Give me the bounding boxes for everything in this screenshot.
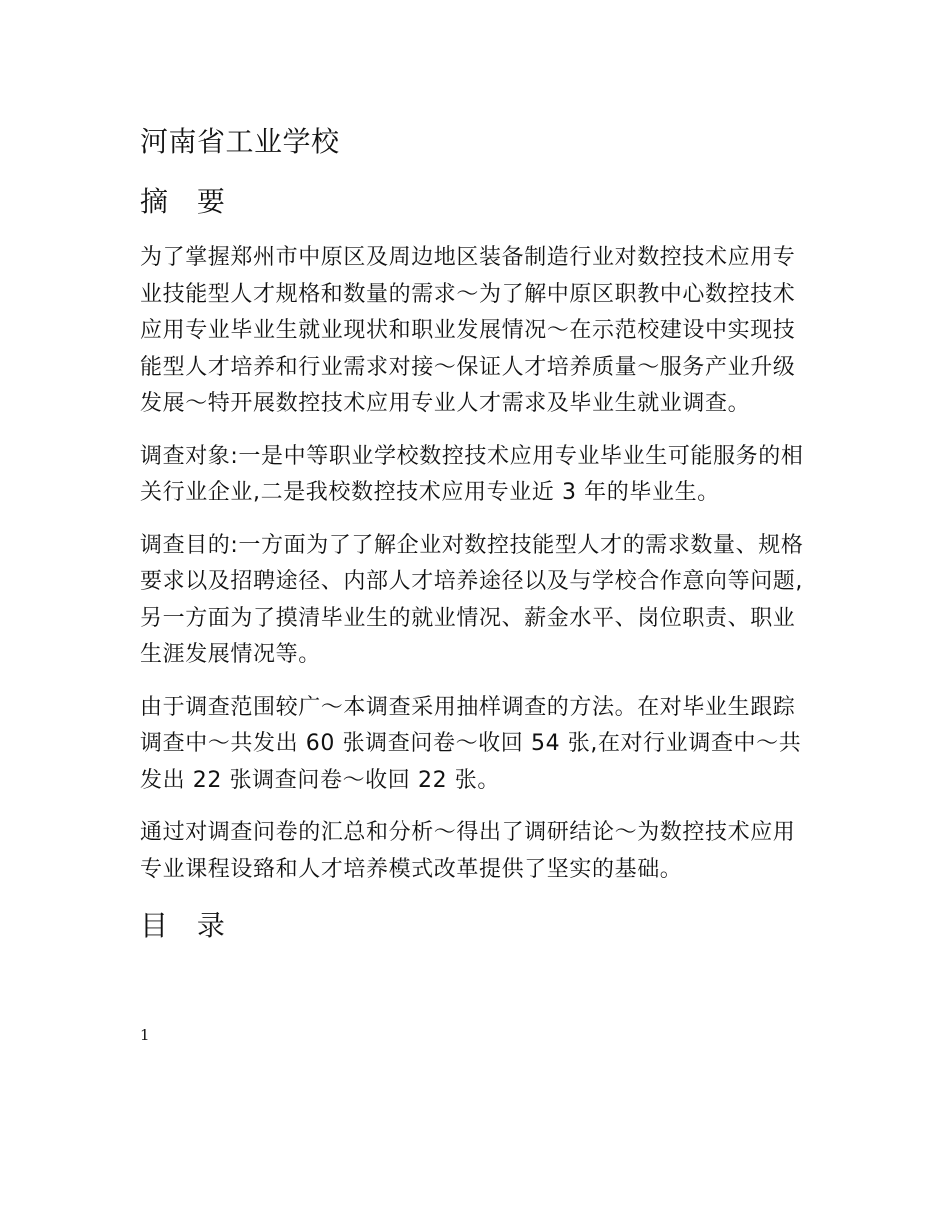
- toc-heading: 目 录: [140, 909, 235, 942]
- abstract-paragraph-4: 由于调查范围较广～本调查采用抽样调查的方法。在对毕业生跟踪调查中～共发出 60 张调查问卷～收回 54 张,在对行业调查中～共发出 22 张调查问卷～收回 22 张。: [140, 694, 802, 793]
- abstract-paragraph-1: 为了掌握郑州市中原区及周边地区装备制造行业对数控技术应用专业技能型人才规格和数量的需求～为了解中原区职教中心数控技术应用专业毕业生就业现状和职业发展情况～在示范校建设中实现技能型人才培养和行业需求对接～保证人才培养质量～服务产业升级发展～特开展数控技术应用专业人才需求及毕业生就业调查。: [140, 245, 796, 416]
- abstract-heading: 摘 要: [140, 185, 235, 218]
- page-number: 1: [140, 1026, 150, 1044]
- abstract-paragraph-3: 调查目的:一方面为了了解企业对数控技能型人才的需求数量、规格要求以及招聘途径、内部人才培养途径以及与学校合作意向等问题,另一方面为了摸清毕业生的就业情况、薪金水平、岗位职责、职业生涯发展情况等。: [140, 532, 804, 667]
- document-body: [140, 118, 812, 948]
- abstract-paragraph-2: 调查对象:一是中等职业学校数控技术应用专业毕业生可能服务的相关行业企业,二是我校数控技术应用专业近 3 年的毕业生。: [140, 443, 804, 505]
- school-title: 河南省工业学校: [140, 125, 340, 158]
- abstract-paragraph-5: 通过对调查问卷的汇总和分析～得出了调研结论～为数控技术应用专业课程设臵和人才培养模式改革提供了坚实的基础。: [140, 820, 796, 882]
